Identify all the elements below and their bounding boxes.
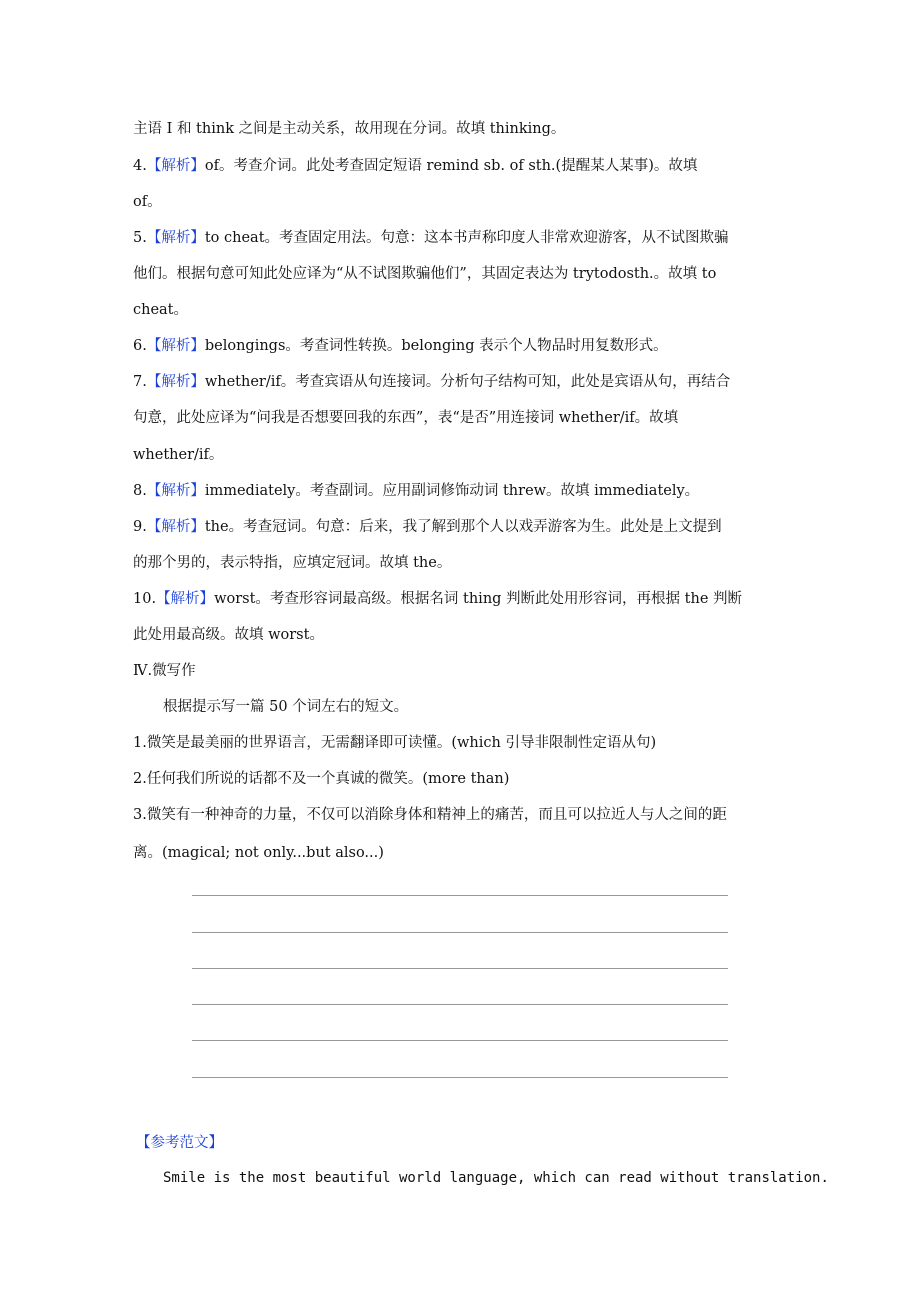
writing-line[interactable] — [192, 932, 728, 933]
line-text: of。 — [133, 194, 162, 210]
line-text: 句意，此处应译为“问我是否想要回我的东西”，表“是否”用连接词 whether/if。故填 — [133, 410, 679, 426]
text-line — [133, 156, 697, 176]
line-text: 2.任何我们所说的话都不及一个真诚的微笑。(more than) — [133, 771, 510, 787]
line-text: immediately。考查副词。应用副词修饰动词 threw。故填 immediately。 — [204, 483, 700, 499]
item-number: 8. — [133, 483, 147, 499]
line-text: of。考查介词。此处考查固定短语 remind sb. of sth.(提醒某人某事)。故填 — [204, 158, 698, 174]
text-line — [133, 553, 451, 573]
line-text: worst。考查形容词最高级。根据名词 thing 判断此处用形容词，再根据 the 判断 — [214, 591, 743, 607]
analysis-tag: 【解析】 — [146, 338, 205, 354]
line-text: 1.微笑是最美丽的世界语言，无需翻译即可读懂。(which 引导非限制性定语从句) — [133, 735, 657, 751]
text-line — [133, 336, 668, 356]
item-number: 6. — [133, 338, 147, 354]
line-text: whether/if。 — [133, 447, 224, 463]
text-line — [133, 264, 716, 284]
text-line — [133, 625, 324, 645]
line-text: 此处用最高级。故填 worst。 — [133, 627, 324, 643]
line-text: belongings。考查词性转换。belonging 表示个人物品时用复数形式。 — [204, 338, 668, 354]
line-text: cheat。 — [133, 302, 189, 318]
item-number: 4. — [133, 158, 147, 174]
item-number: 9. — [133, 519, 147, 535]
text-line — [163, 697, 408, 717]
text-line — [133, 445, 223, 465]
text-line — [133, 517, 722, 537]
text-line — [133, 228, 729, 248]
text-line — [133, 300, 188, 320]
line-text: 离。(magical; not only...but also...) — [133, 845, 384, 861]
text-line — [133, 192, 162, 212]
item-number: 5. — [133, 230, 147, 246]
line-text: 主语 I 和 think 之间是主动关系，故用现在分词。故填 thinking。 — [133, 121, 566, 137]
text-line — [133, 843, 384, 863]
analysis-tag: 【解析】 — [146, 158, 205, 174]
reference-text: Smile is the most beautiful world language, which can read without translation. — [163, 1170, 829, 1186]
text-line — [133, 408, 678, 428]
writing-line[interactable] — [192, 895, 728, 896]
analysis-tag: 【解析】 — [146, 230, 205, 246]
line-text: 的那个男的，表示特指，应填定冠词。故填 the。 — [133, 555, 452, 571]
analysis-tag: 【解析】 — [156, 591, 215, 607]
analysis-tag: 【解析】 — [146, 483, 205, 499]
text-line — [133, 372, 730, 392]
item-number: 10. — [133, 591, 157, 607]
analysis-tag: 【解析】 — [146, 519, 205, 535]
writing-line[interactable] — [192, 1077, 728, 1078]
item-number: 7. — [133, 374, 147, 390]
text-line — [133, 733, 656, 753]
text-line — [133, 481, 699, 501]
text-line — [133, 119, 565, 139]
line-text: the。考查冠词。句意：后来，我了解到那个人以戏弄游客为生。此处是上文提到 — [204, 519, 722, 535]
line-text: 他们。根据句意可知此处应译为“从不试图欺骗他们”，其固定表达为 trytodosth.。故填 to — [133, 266, 717, 282]
line-text: to cheat。考查固定用法。句意：这本书声称印度人非常欢迎游客，从不试图欺骗 — [204, 230, 729, 246]
line-text: 3.微笑有一种神奇的力量，不仅可以消除身体和精神上的痛苦，而且可以拉近人与人之间的距 — [133, 807, 727, 823]
text-line — [133, 769, 509, 789]
reference-heading: 【参考范文】 — [136, 1135, 223, 1151]
line-text: whether/if。考查宾语从句连接词。分析句子结构可知，此处是宾语从句，再结合 — [204, 374, 731, 390]
line-text: 根据提示写一篇 50 个词左右的短文。 — [163, 699, 409, 715]
writing-line[interactable] — [192, 968, 728, 969]
text-line — [133, 661, 196, 681]
text-line — [133, 805, 727, 825]
text-line — [133, 589, 742, 609]
analysis-tag: 【解析】 — [146, 374, 205, 390]
writing-line[interactable] — [192, 1004, 728, 1005]
writing-line[interactable] — [192, 1040, 728, 1041]
line-text: Ⅳ.微写作 — [133, 663, 196, 679]
